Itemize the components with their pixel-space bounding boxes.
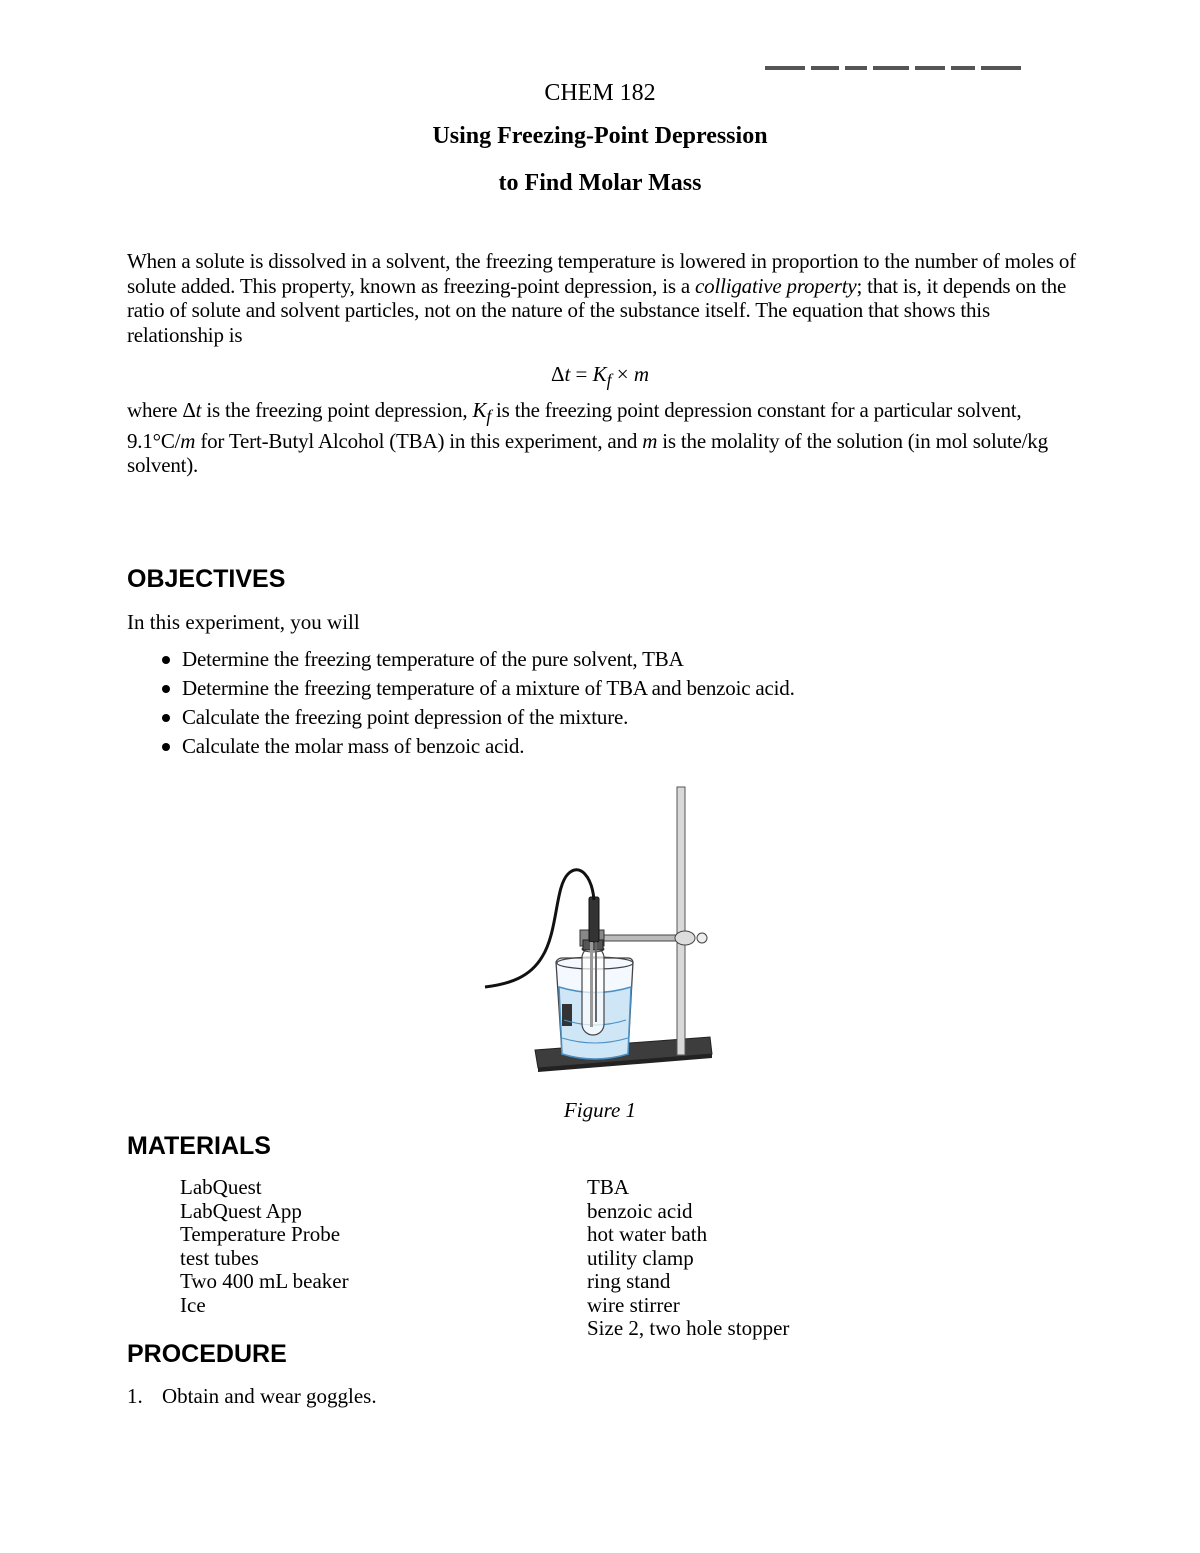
definitions-paragraph: [127, 398, 1077, 478]
page-title-line-2: to Find Molar Mass: [498, 170, 702, 196]
list-item: [160, 703, 795, 732]
def-delta: Δ: [182, 398, 196, 422]
list-item: Two 400 mL beaker: [180, 1269, 349, 1293]
step-text: Obtain and wear goggles.: [162, 1384, 377, 1408]
eq-times: ×: [611, 362, 634, 386]
list-item: Size 2, two hole stopper: [587, 1316, 790, 1340]
list-item: TBA: [587, 1175, 629, 1199]
bullet-icon: [162, 685, 170, 693]
list-item: test tubes: [180, 1245, 259, 1270]
list-item: [160, 674, 795, 703]
eq-t: t: [564, 362, 571, 386]
list-item: wire stirrer: [587, 1292, 680, 1317]
list-item: benzoic acid: [587, 1198, 693, 1223]
freezing-point-equation: [0, 362, 1200, 391]
list-item: [160, 732, 795, 761]
objective-text: Determine the freezing temperature of a mixture of TBA and benzoic acid.: [182, 676, 795, 700]
objective-text: Calculate the molar mass of benzoic acid.: [182, 734, 525, 758]
def-m-molality: m: [642, 428, 658, 453]
materials-right-column: [587, 1176, 789, 1341]
materials-left-column: [180, 1176, 349, 1317]
eq-k: K: [592, 362, 607, 386]
def-text-d: is the molality of the solution (in mol solute/kg solvent).: [127, 428, 1048, 478]
list-item: Temperature Probe: [180, 1222, 341, 1246]
def-text-a: is the freezing point depression,: [201, 398, 473, 422]
lab-setup-illustration: [480, 782, 730, 1087]
eq-f: f: [606, 370, 612, 391]
materials-heading: MATERIALS: [127, 1132, 271, 1160]
def-m-unit: m: [180, 428, 196, 453]
objective-text: Calculate the freezing point depression of the mixture.: [182, 705, 629, 729]
course-code: CHEM 182: [544, 80, 656, 106]
procedure-heading: PROCEDURE: [127, 1340, 287, 1368]
def-t: t: [195, 398, 202, 422]
objectives-lead: In this experiment, you will: [127, 610, 360, 634]
colligative-property-term: colligative property: [695, 273, 857, 298]
step-number: 1.: [127, 1384, 143, 1408]
intro-text-1: When a solute is dissolved in a solvent, the freezing temperature is lowered in proportion to the number of moles of solute added. This property, known as freezing-point depression, is a: [127, 249, 1076, 298]
bullet-icon: [162, 743, 170, 751]
eq-delta: Δ: [550, 362, 565, 386]
def-k: K: [472, 398, 487, 422]
eq-m: m: [633, 362, 650, 386]
bullet-icon: [162, 656, 170, 664]
header-running-text-mark: [765, 66, 1055, 74]
def-text-b: is the freezing point depression constant for a particular solvent, 9.1°C/: [127, 398, 1022, 453]
objectives-list: [160, 645, 795, 761]
objectives-heading: OBJECTIVES: [127, 565, 286, 593]
def-text-c: for Tert-Butyl Alcohol (TBA) in this experiment, and: [195, 428, 643, 453]
list-item: [160, 645, 795, 674]
bullet-icon: [162, 714, 170, 722]
eq-equals: =: [570, 362, 593, 386]
procedure-step: [127, 1384, 377, 1409]
list-item: ring stand: [587, 1269, 671, 1293]
list-item: LabQuest App: [180, 1198, 302, 1223]
figure-caption: Figure 1: [563, 1098, 637, 1122]
list-item: utility clamp: [587, 1245, 694, 1270]
list-item: LabQuest: [180, 1175, 262, 1199]
objective-text: Determine the freezing temperature of the pure solvent, TBA: [182, 647, 684, 671]
intro-paragraph: [127, 249, 1077, 347]
list-item: hot water bath: [587, 1222, 708, 1246]
list-item: Ice: [180, 1292, 206, 1317]
def-f: f: [486, 406, 491, 427]
intro-text-2: ; that is, it depends on the ratio of solute and solvent particles, not on the nature of the substance itself. The equation that shows this relationship is: [127, 273, 1067, 347]
page-title-line-1: Using Freezing-Point Depression: [432, 123, 768, 149]
def-where: where: [127, 398, 183, 422]
